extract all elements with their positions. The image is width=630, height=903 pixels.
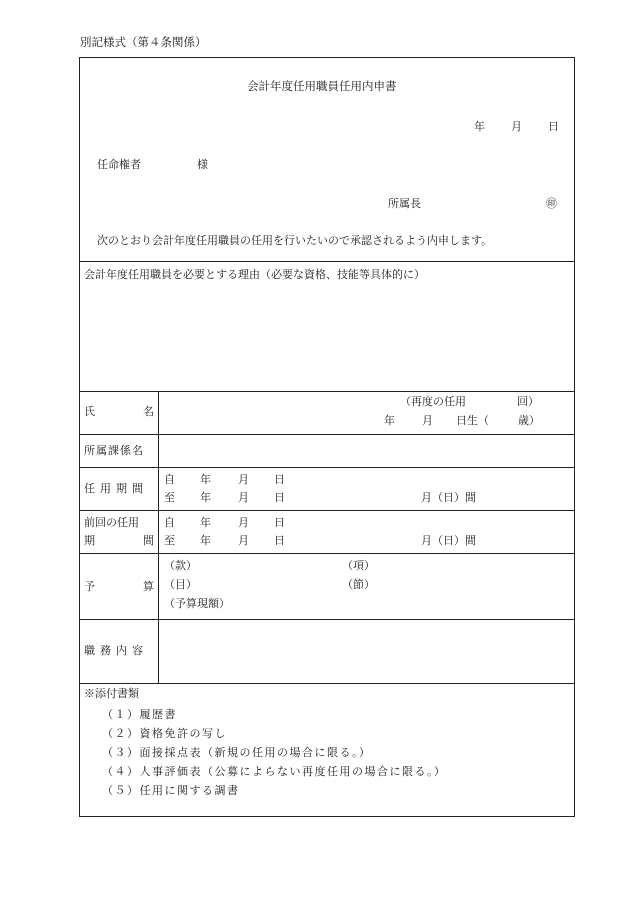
divider-reason xyxy=(80,261,574,262)
period-to-year: 年 xyxy=(200,491,211,504)
birth-day-label: 日生（ xyxy=(456,414,489,427)
prev-period-from-year: 年 xyxy=(200,516,211,529)
prev-period-from-day: 日 xyxy=(274,516,285,529)
reappointment-count-unit: 回） xyxy=(517,395,539,408)
period-duration: 月（日）間 xyxy=(421,491,476,504)
budget-label-char-b: 算 xyxy=(143,580,154,593)
budget-kou: （項） xyxy=(342,559,375,572)
budget-moku: （目） xyxy=(164,578,197,591)
prev-period-duration: 月（日）間 xyxy=(421,534,476,547)
attachments-heading: ※添付書類 xyxy=(84,687,139,700)
period-from-month: 月 xyxy=(238,473,249,486)
prev-period-label-char-a: 期 xyxy=(84,534,95,547)
divider-duties xyxy=(80,619,574,620)
reason-label: 会計年度任用職員を必要とする理由（必要な資格、技能等具体的に） xyxy=(84,268,425,281)
divider-name xyxy=(80,391,574,392)
budget-label-char-a: 予 xyxy=(84,580,95,593)
divider-dept xyxy=(80,434,574,435)
form-number-note: 別記様式（第４条関係） xyxy=(80,35,207,49)
prev-period-to-year: 年 xyxy=(200,534,211,547)
attachment-item: （１）履歴書 xyxy=(102,708,177,721)
prev-period-label-line1: 前回の任用 xyxy=(84,516,139,529)
name-label-second-char: 名 xyxy=(143,405,154,418)
divider-period xyxy=(80,467,574,468)
budget-current-amount: （予算現額） xyxy=(164,597,230,610)
form-title: 会計年度任用職員任用内申書 xyxy=(247,79,397,93)
budget-kan: （款） xyxy=(164,559,197,572)
appointer-label: 任命権者 xyxy=(97,158,141,171)
duties-label: 職務内容 xyxy=(84,644,148,657)
attachment-item: （３）面接採点表（新規の任用の場合に限る。） xyxy=(102,746,372,759)
attachment-item: （２）資格免許の写し xyxy=(102,727,227,740)
birth-year-label: 年 xyxy=(384,414,395,427)
attachment-item: （５）任用に関する調書 xyxy=(102,784,240,797)
appointment-request-form xyxy=(79,57,575,817)
prev-period-from: 自 xyxy=(164,516,175,529)
name-label-first-char: 氏 xyxy=(84,405,95,418)
attachment-item: （４）人事評価表（公募によらない再度任用の場合に限る。） xyxy=(102,765,447,778)
birth-month-label: 月 xyxy=(422,414,433,427)
prev-period-to-day: 日 xyxy=(274,534,285,547)
prev-period-to: 至 xyxy=(164,534,175,547)
date-month-label: 月 xyxy=(511,120,522,133)
divider-attachments xyxy=(80,683,574,684)
period-from-year: 年 xyxy=(200,473,211,486)
period-from: 自 xyxy=(164,473,175,486)
date-year-label: 年 xyxy=(474,120,485,133)
prev-period-label-char-b: 間 xyxy=(143,534,154,547)
department-label: 所属課係名 xyxy=(84,444,144,457)
intro-text: 次のとおり会計年度任用職員の任用を行いたいので承認されるよう内申します。 xyxy=(97,234,493,247)
appointer-honorific: 様 xyxy=(197,158,208,171)
seal-mark: ㊞ xyxy=(546,197,557,210)
label-column-separator xyxy=(158,391,159,683)
date-day-label: 日 xyxy=(548,120,559,133)
period-from-day: 日 xyxy=(274,473,285,486)
period-to-month: 月 xyxy=(238,491,249,504)
period-to: 至 xyxy=(164,491,175,504)
divider-budget xyxy=(80,553,574,554)
reappointment-text: （再度の任用 xyxy=(400,395,466,408)
divider-prev-period xyxy=(80,510,574,511)
prev-period-from-month: 月 xyxy=(238,516,249,529)
director-label: 所属長 xyxy=(388,197,421,210)
period-label: 任用期間 xyxy=(84,482,148,495)
budget-setsu: （節） xyxy=(342,578,375,591)
age-label: 歳） xyxy=(518,414,540,427)
period-to-day: 日 xyxy=(274,491,285,504)
prev-period-to-month: 月 xyxy=(238,534,249,547)
